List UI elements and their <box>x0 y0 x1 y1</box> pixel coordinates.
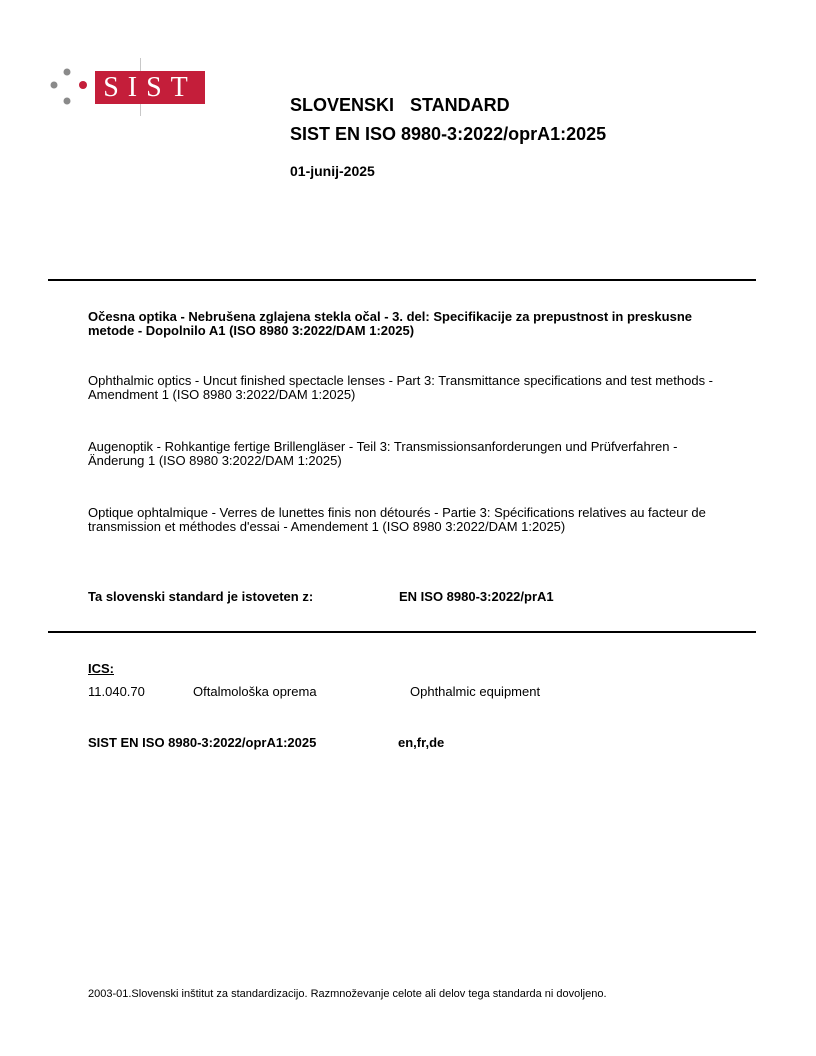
copyright-footer: 2003-01.Slovenski inštitut za standardizacijo. Razmnoževanje celote ali delov tega standarda ni dovoljeno. <box>88 988 607 1000</box>
document-languages: en,fr,de <box>398 735 445 750</box>
ics-code: 11.040.70 <box>88 684 145 699</box>
title-slovenian: Očesna optika - Nebrušena zglajena stekla očal - 3. del: Specifikacije za prepustnost in preskusne metode - Dopolnilo A1 (ISO 8980 3:2022/DAM 1:2025) <box>88 309 692 338</box>
document-code-title: SIST EN ISO 8980-3:2022/oprA1:2025 <box>290 124 607 144</box>
title-german: Augenoptik - Rohkantige fertige Brillengläser - Teil 3: Transmissionsanforderungen und Prüfverfahren - Änderung 1 (ISO 8980 3:2022/DAM 1:2025) <box>88 439 678 468</box>
ics-label-slovenian: Oftalmološka oprema <box>193 684 317 699</box>
title-french: Optique ophtalmique - Verres de lunettes finis non détourés - Partie 3: Spécifications relatives au facteur de transmission et méthodes d'essai - Amendement 1 (ISO 8980 3:2022/DAM 1:2025) <box>88 505 706 534</box>
divider-top <box>48 279 756 281</box>
logo-dots-icon <box>48 68 88 108</box>
publication-date: 01-junij-2025 <box>290 163 375 179</box>
identity-value: EN ISO 8980-3:2022/prA1 <box>399 589 554 604</box>
title-english: Ophthalmic optics - Uncut finished spectacle lenses - Part 3: Transmittance specifications and test methods - Amendment 1 (ISO 8980 3:2022/DAM 1:2025) <box>88 373 714 402</box>
ics-heading: ICS: <box>88 661 114 676</box>
document-code: SIST EN ISO 8980-3:2022/oprA1:2025 <box>88 735 317 750</box>
divider-bottom <box>48 631 756 633</box>
identity-label: Ta slovenski standard je istoveten z: <box>88 589 314 604</box>
standard-type: SLOVENSKI STANDARD <box>290 95 510 115</box>
ics-label-english: Ophthalmic equipment <box>410 684 541 699</box>
sist-logo: SIST <box>95 71 205 104</box>
